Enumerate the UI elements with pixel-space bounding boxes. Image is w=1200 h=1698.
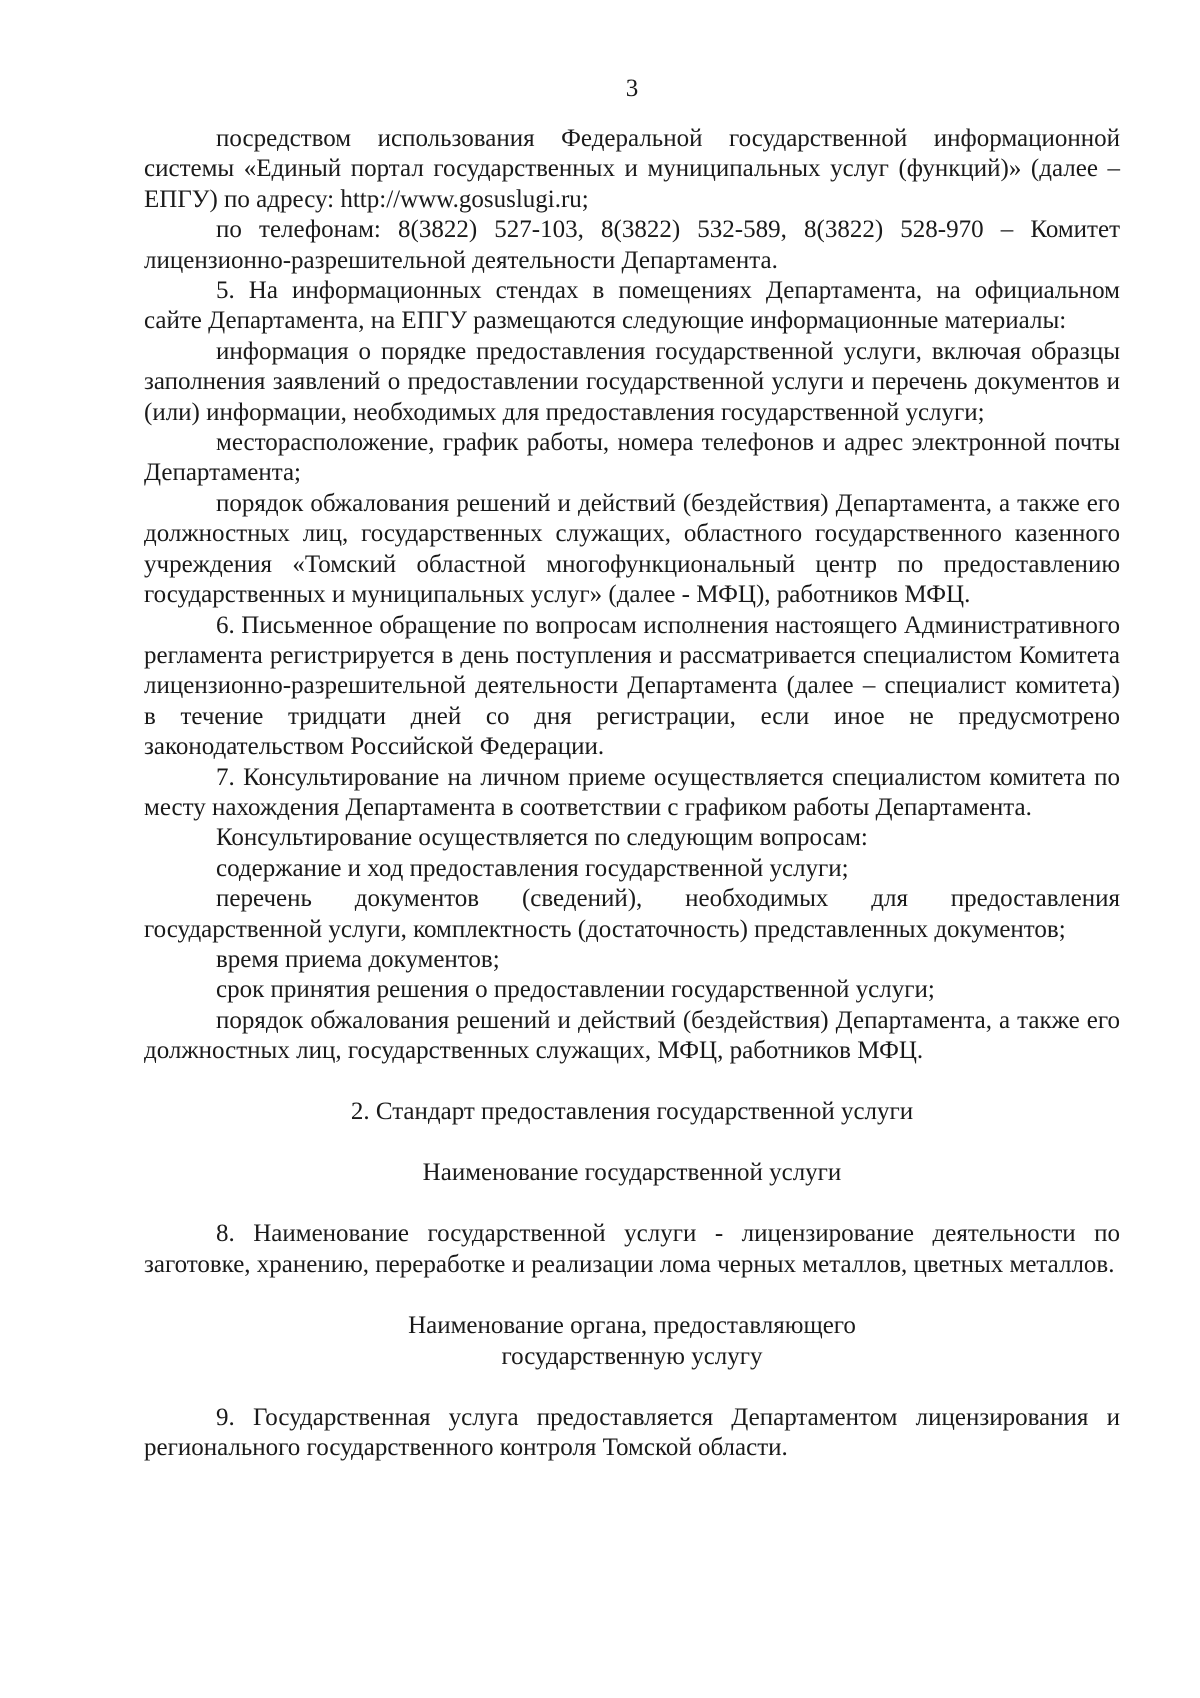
paragraph-reception-time: время приема документов; (216, 945, 500, 973)
paragraph-decision-term: срок принятия решения о предоставлении государственной услуги; (216, 976, 935, 1004)
paragraph-appeal-officials: порядок обжалования решений и действий (бездействия) Департамента, а также его должностных лиц, государственных служащих, МФЦ, работников МФЦ. (144, 1006, 1120, 1065)
paragraph-epgu: посредством использования Федеральной государственной информационной системы «Единый портал государственных и муниципальных услуг (функций)» (далее – ЕПГУ) по адресу: http://www.gosuslugi.ru; (144, 125, 1120, 213)
paragraph-8: 8. Наименование государственной услуги - лицензирование деятельности по заготовке, хранению, переработке и реализации лома черных металлов, цветных металлов. (144, 1220, 1120, 1278)
document-page (144, 74, 1120, 1464)
subheading-authority-line2: государственную услугу (501, 1342, 763, 1370)
subheading-authority (144, 1311, 1120, 1372)
paragraph-5: 5. На информационных стендах в помещениях Департамента, на официальном сайте Департамента, на ЕПГУ размещаются следующие информационные материалы: (144, 277, 1120, 335)
paragraph-6: 6. Письменное обращение по вопросам исполнения настоящего Административного регламента регистрируется в день поступления и рассматривается специалистом Комитета лицензионно-разрешительной деятельности Департамента (далее – специалист комитета) в течение тридцати дней со дня регистрации, если иное не предусмотрено законодательством Российской Федерации. (144, 611, 1120, 761)
paragraph-content-progress: содержание и ход предоставления государственной услуги; (216, 854, 849, 882)
subheading-authority-line1: Наименование органа, предоставляющего (408, 1312, 856, 1340)
paragraph-document-list: перечень документов (сведений), необходимых для предоставления государственной услуги, комплектность (достаточность) представленных документов; (144, 885, 1120, 943)
paragraph-7: 7. Консультирование на личном приеме осуществляется специалистом комитета по месту нахождения Департамента в соответствии с графиком работы Департамента. (144, 763, 1120, 821)
subheading-service-name: Наименование государственной услуги (422, 1159, 842, 1186)
paragraph-phones: по телефонам: 8(3822) 527-103, 8(3822) 532-589, 8(3822) 528-970 – Комитет лицензионно-разрешительной деятельности Департамента. (144, 216, 1120, 274)
paragraph-location: месторасположение, график работы, номера телефонов и адрес электронной почты Департамента; (144, 429, 1120, 487)
page-number: 3 (625, 75, 639, 102)
paragraph-appeal-procedure: порядок обжалования решений и действий (бездействия) Департамента, а также его должностных лиц, государственных служащих, областного государственного казенного учреждения «Томский областной многофункциональный центр по предоставлению государственных и муниципальных услуг» (далее - МФЦ), работников МФЦ. (144, 489, 1120, 609)
paragraph-9: 9. Государственная услуга предоставляется Департаментом лицензирования и регионального государственного контроля Томской области. (144, 1404, 1120, 1462)
paragraph-consult-topics: Консультирование осуществляется по следующим вопросам: (216, 824, 868, 852)
section-title: 2. Стандарт предоставления государственной услуги (350, 1097, 914, 1125)
paragraph-info-procedure: информация о порядке предоставления государственной услуги, включая образцы заполнения заявлений о предоставлении государственной услуги и перечень документов и (или) информации, необходимых для предоставления государственной услуги; (144, 337, 1120, 426)
